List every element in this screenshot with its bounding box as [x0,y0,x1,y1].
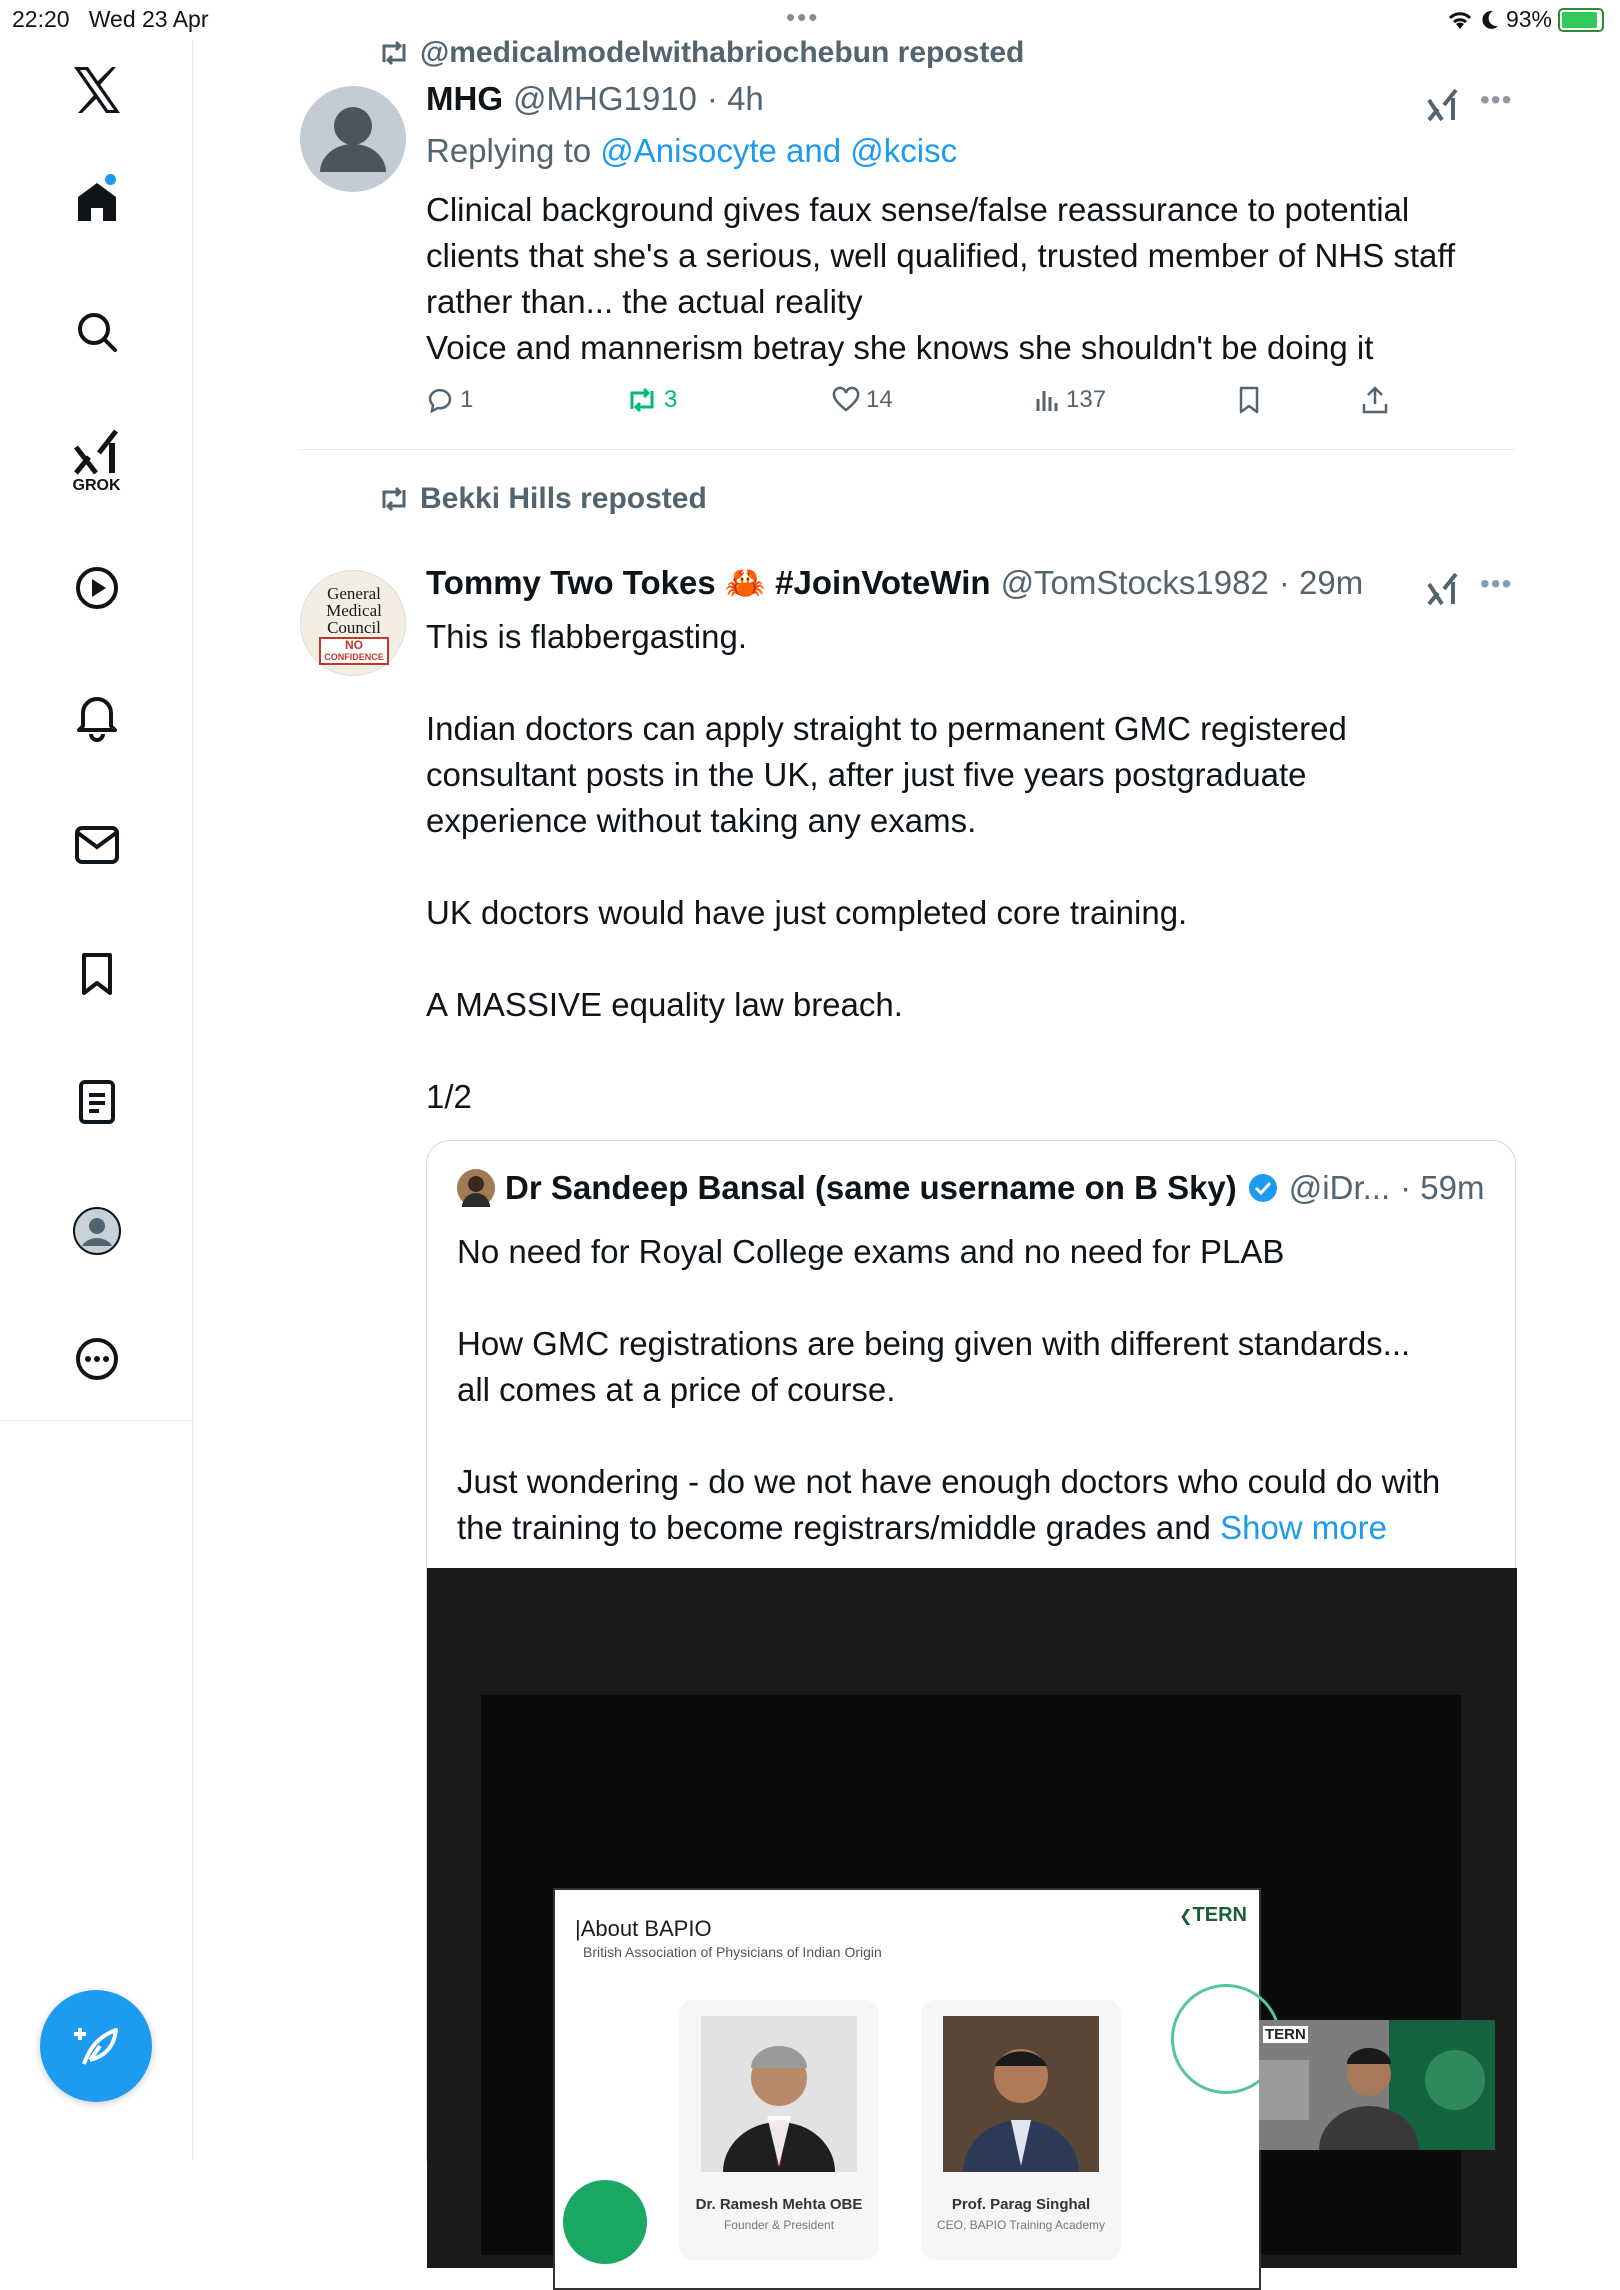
verified-badge-icon [1247,1172,1279,1204]
sidebar-item-notifications[interactable] [0,676,193,756]
author-name[interactable]: Tommy Two Tokes 🦀 #JoinVoteWin [426,564,991,601]
decorative-circle [563,2180,647,2264]
video-frame [481,1695,1461,2255]
compose-icon [70,2020,122,2072]
video-icon [74,565,120,611]
quote-author-name[interactable]: Dr Sandeep Bansal (same username on B Sky) [505,1169,1237,1206]
status-bar [0,0,1620,40]
default-avatar-icon [300,86,406,192]
sidebar-item-bookmarks[interactable] [0,934,193,1014]
share-icon [1362,386,1388,414]
views-button[interactable]: 137 [1034,386,1106,414]
battery-icon [1558,8,1604,32]
post-text: This is flabbergasting. Indian doctors can apply straight to permanent GMC registered consultant posts in the UK, after just five years postgraduate experience without taking any exams. UK doctors would have just completed core training. A MASSIVE equality law breach. 1/2 [426,618,1347,1115]
replying-to: Replying to @Anisocyte and @kcisc [426,132,958,169]
repost-icon [378,40,410,66]
search-icon [75,310,119,354]
views-icon [1034,387,1060,413]
sidebar-item-profile[interactable] [0,1191,193,1271]
multitasking-dots[interactable]: ••• [786,2,820,32]
person-card [679,2000,879,2260]
status-indicators [1446,6,1604,33]
sidebar-item-video[interactable] [0,548,193,628]
more-icon [74,1336,120,1382]
repost-indicator [378,482,707,516]
webcam-overlay [1259,2020,1495,2150]
messages-icon [74,825,120,865]
post-tommy[interactable] [300,480,1515,2232]
wifi-icon [1446,9,1474,31]
reply-button[interactable]: 1 [426,386,473,414]
person-card [921,2000,1121,2260]
person-photo [701,2016,857,2172]
show-more-link[interactable]: Show more [1220,1509,1387,1546]
person-role: CEO, BAPIO Training Academy [936,2218,1106,2232]
quote-time: · 59m [1400,1169,1485,1206]
status-time: 22:20 Wed 23 Apr [12,6,209,32]
avatar[interactable] [300,86,406,192]
repost-by-text: Bekki Hills reposted [420,482,707,515]
webcam-brand: TERN [1265,2026,1306,2043]
avatar[interactable]: General Medical Council NO CONFIDENCE [300,570,406,676]
sidebar-item-home[interactable] [0,162,193,242]
lists-icon [78,1079,116,1125]
post-time[interactable]: · 29m [1278,564,1364,601]
repost-indicator [378,36,1024,70]
sidebar-item-grok[interactable] [0,422,193,502]
author-handle[interactable]: @TomStocks1982 [1000,564,1269,601]
post-time[interactable]: · 4h [706,80,764,117]
sidebar-item-messages[interactable] [0,805,193,885]
post-divider [300,449,1515,450]
repost-by-text: @medicalmodelwithabriochebun reposted [420,36,1025,69]
sidebar-item-more[interactable] [0,1319,193,1399]
bookmark-button[interactable] [1238,386,1260,414]
heart-icon [832,387,860,413]
repost-button[interactable]: 3 [626,386,677,414]
home-notification-dot [105,174,116,185]
notifications-icon [75,692,119,740]
sidebar-nav [0,40,193,2160]
bookmark-icon [1238,386,1260,414]
share-button[interactable] [1362,386,1388,414]
person-photo [943,2016,1099,2172]
sidebar-item-explore[interactable] [0,292,193,372]
author-line [426,564,1363,603]
slide-title: |About BAPIO [575,1916,712,1941]
quote-avatar[interactable] [457,1169,495,1207]
author-handle[interactable]: @MHG1910 [513,80,697,117]
moon-icon [1480,9,1500,31]
grok-explain-icon[interactable] [1427,88,1459,122]
replying-to-link[interactable]: @Anisocyte and @kcisc [600,132,958,169]
post-text: Clinical background gives faux sense/false reassurance to potential clients that she's a serious, well qualified, trusted member of NHS staff rather than... the actual reality Voice and mannerism betray she knows she shouldn't be doing it [426,191,1456,366]
reply-icon [426,387,454,413]
compose-post-button[interactable] [40,1990,152,2102]
grok-icon [72,429,122,475]
quote-author-line [457,1169,1484,1207]
profile-icon [72,1206,122,1256]
person-name: Dr. Ramesh Mehta OBE [695,2196,863,2213]
grok-label: GROK [72,477,121,494]
sidebar-item-lists[interactable] [0,1062,193,1142]
grok-explain-icon[interactable] [1427,572,1459,606]
battery-percent: 93% [1505,6,1552,32]
battery-level [1562,12,1597,28]
author-line [426,80,764,118]
x-logo-icon[interactable] [0,50,193,130]
sidebar-divider [0,1420,193,1421]
slide-brand-logo: ❮TERN [1179,1904,1247,1926]
post-more-icon[interactable]: ••• [1480,84,1513,115]
author-name[interactable]: MHG [426,80,503,117]
repost-icon [378,486,410,512]
home-icon [74,179,120,225]
person-name: Prof. Parag Singhal [951,2196,1091,2213]
quote-media-video[interactable] [427,1568,1517,2268]
quote-text: No need for Royal College exams and no need for PLAB How GMC registrations are being given with different standards... all comes at a price of course. Just wondering - do we not have enough doctors who could do with the training to become registrars/middle grades and Show more [457,1233,1441,1546]
quote-author-handle[interactable]: @iDr... [1288,1169,1391,1206]
like-button[interactable]: 14 [832,386,893,414]
bookmarks-icon [79,951,115,997]
post-more-icon[interactable]: ••• [1480,568,1513,599]
post-mhg[interactable] [300,36,1515,450]
repost-count-icon [626,387,658,413]
post-actions [426,386,1486,426]
quoted-post[interactable] [426,1140,1516,2232]
person-role: Founder & President [723,2218,835,2232]
presentation-slide [553,1888,1261,2290]
slide-subtitle: British Association of Physicians of Indian Origin [583,1944,882,1960]
